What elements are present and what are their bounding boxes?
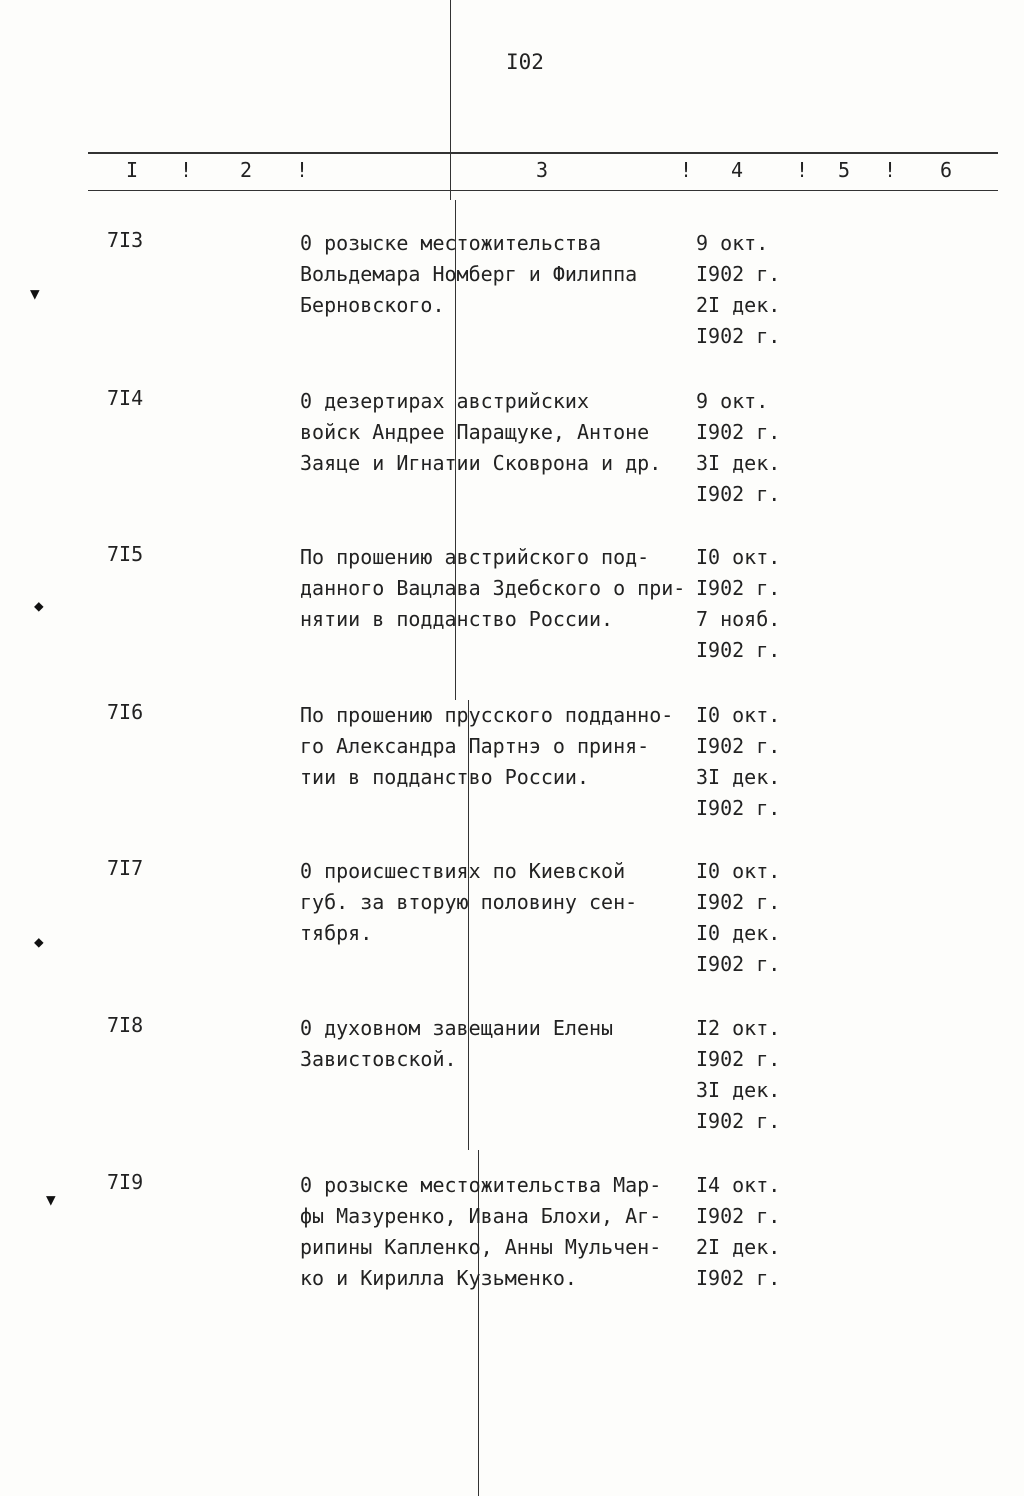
entry-number: 7I9 [107,1170,144,1194]
date-line: I902 г. [696,262,781,286]
description-line: Заяце и Игнатии Сковрона и др. [300,451,662,475]
date-line: I902 г. [696,890,781,914]
date-line: 9 окт. [696,389,769,413]
margin-mark-icon: ▼ [46,1190,56,1209]
entry-number: 7I4 [107,386,144,410]
date-line: 3I дек. [696,765,781,789]
entry-number: 7I3 [107,228,144,252]
date-line: 2I дек. [696,1235,781,1259]
column-separator: ! [796,158,809,182]
description-line: По прошению прусского подданно- [300,703,674,727]
date-line: I902 г. [696,796,781,820]
description-line: фы Мазуренко, Ивана Блохи, Аг- [300,1204,662,1228]
description-line: 0 происшествиях по Киевской [300,859,626,883]
description-line: данного Вацлава Здебского о при- [300,576,686,600]
list-item [0,1170,1024,1300]
date-line: I902 г. [696,576,781,600]
date-line: I2 окт. [696,1016,781,1040]
list-item [0,542,1024,672]
description-line: Берновского. [300,293,445,317]
date-line: I902 г. [696,638,781,662]
description-line: войск Андрее Паращуке, Антоне [300,420,650,444]
entry-description [300,542,700,635]
list-item [0,1013,1024,1143]
description-line: ко и Кирилла Кузьменко. [300,1266,577,1290]
date-line: I902 г. [696,1109,781,1133]
date-line: I902 г. [696,324,781,348]
list-item [0,228,1024,358]
date-line: I0 окт. [696,545,781,569]
description-line: Вольдемара Номберг и Филиппа [300,262,638,286]
entry-number: 7I7 [107,856,144,880]
date-line: I0 окт. [696,703,781,727]
entry-description [300,1170,700,1294]
entry-dates [696,228,780,352]
column-header-1: I [126,158,139,182]
entry-dates [696,856,780,980]
entry-dates [696,542,780,666]
entry-number: 7I8 [107,1013,144,1037]
description-line: тября. [300,921,373,945]
entry-description [300,856,700,949]
description-line: 0 розыске местожительства [300,231,602,255]
description-line: Завистовской. [300,1047,457,1071]
entry-description [300,1013,700,1075]
date-line: 3I дек. [696,1078,781,1102]
date-line: I0 дек. [696,921,781,945]
description-line: рипины Капленко, Анны Мульчен- [300,1235,662,1259]
column-header-4: 4 [731,158,744,182]
date-line: I902 г. [696,420,781,444]
date-line: 9 окт. [696,231,769,255]
description-line: По прошению австрийского под- [300,545,650,569]
page-number: I02 [506,50,544,74]
date-line: I902 г. [696,1266,781,1290]
description-line: 0 дезертирах австрийских [300,389,589,413]
date-line: I902 г. [696,1204,781,1228]
column-separator: ! [180,158,193,182]
column-header-5: 5 [838,158,851,182]
margin-mark-icon: ◆ [34,596,44,615]
entry-number: 7I6 [107,700,144,724]
column-header-3: 3 [536,158,549,182]
entry-dates [696,1170,780,1294]
list-item [0,856,1024,986]
description-line: губ. за вторую половину сен- [300,890,638,914]
column-header-6: 6 [940,158,953,182]
column-header-2: 2 [240,158,253,182]
margin-mark-icon: ▼ [30,284,40,303]
description-line: 0 розыске местожительства Мар- [300,1173,662,1197]
entry-number: 7I5 [107,542,144,566]
entry-dates [696,700,780,824]
date-line: I4 окт. [696,1173,781,1197]
column-separator: ! [296,158,309,182]
list-item [0,700,1024,830]
date-line: I902 г. [696,734,781,758]
description-line: нятии в подданство России. [300,607,614,631]
description-line: го Александра Партнэ о приня- [300,734,650,758]
date-line: I0 окт. [696,859,781,883]
list-item [0,386,1024,516]
date-line: 7 нояб. [696,607,781,631]
date-line: 3I дек. [696,451,781,475]
entry-dates [696,1013,780,1137]
entry-description [300,700,700,793]
column-separator: ! [680,158,693,182]
description-line: 0 духовном завещании Елены [300,1016,614,1040]
header-bottom-rule [88,190,998,191]
entry-dates [696,386,780,510]
date-line: 2I дек. [696,293,781,317]
date-line: I902 г. [696,1047,781,1071]
description-line: тии в подданство России. [300,765,589,789]
column-separator: ! [884,158,897,182]
date-line: I902 г. [696,482,781,506]
date-line: I902 г. [696,952,781,976]
margin-mark-icon: ◆ [34,932,44,951]
entry-description [300,228,700,321]
binding-line-upper [450,0,451,200]
header-top-rule [88,152,998,154]
entry-description [300,386,700,479]
